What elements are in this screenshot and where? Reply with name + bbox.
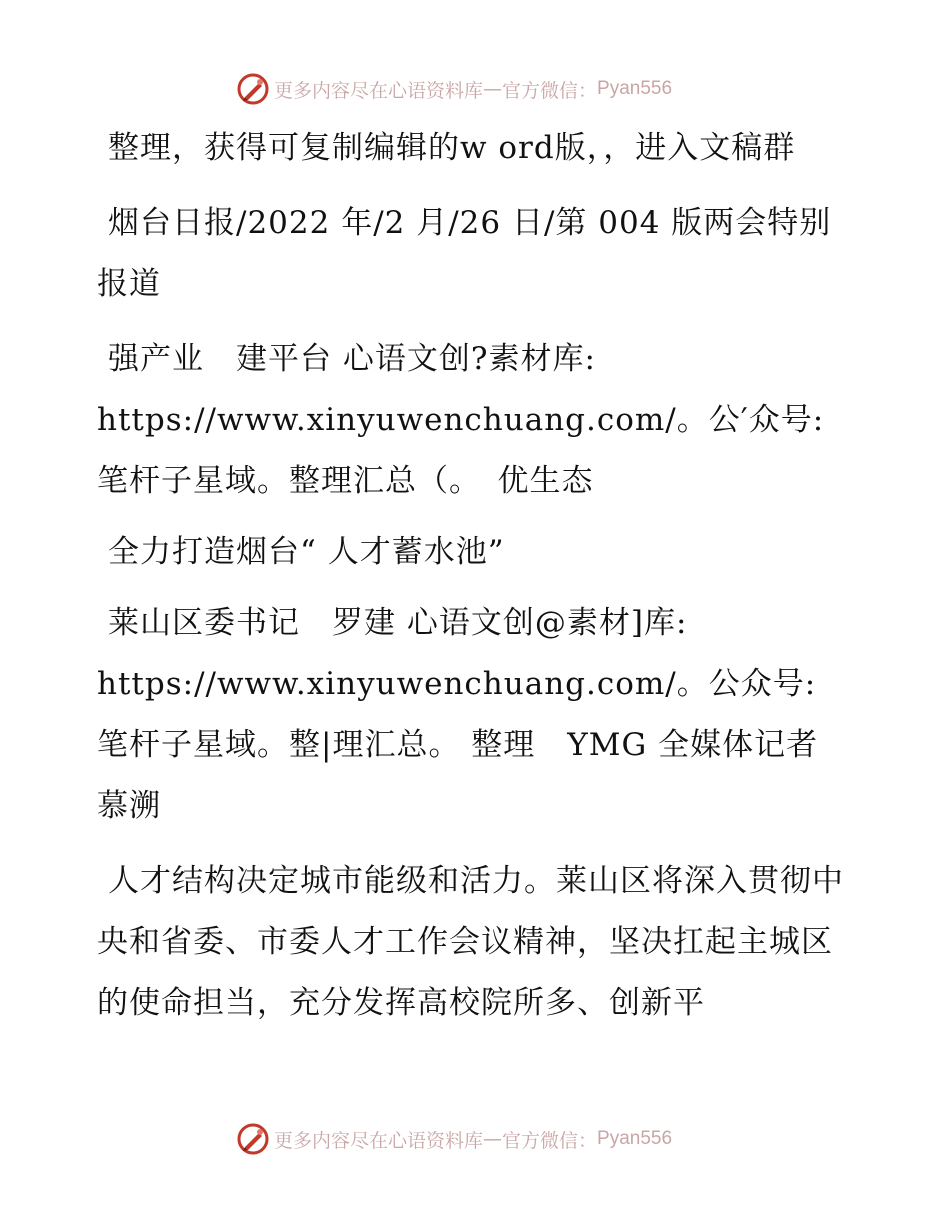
- document-body: [97, 118, 857, 1048]
- pen-logo-icon: [236, 1122, 270, 1156]
- footer-watermark-banner: [236, 1122, 716, 1156]
- banner-wechat-label: 官方微信：: [502, 79, 598, 102]
- paragraph-intro: 整理，获得可复制编辑的w ord版，，进入文稿群: [108, 130, 796, 166]
- banner-wechat-id: Pyan556: [597, 78, 673, 99]
- banner-dash: —: [483, 78, 503, 100]
- paragraph-body: 人才结构决定城市能级和活力。莱山区将深入贯彻中央和省委、市委人才工作会议精神，坚决扛起主城区的使命担当，充分发挥高校院所多、创新平: [97, 863, 844, 1021]
- paragraph-byline: 莱山区委书记 罗建 心语文创@素材]库: https://www.xinyuwenchuang.com/。公众号: 笔杆子星域。整|理汇总。 整理 YMG 全媒体记者 慕溯: [97, 605, 851, 824]
- banner-wechat-id: Pyan556: [597, 1128, 673, 1149]
- banner-wechat-label: 官方微信：: [502, 1129, 598, 1152]
- banner-dash: —: [483, 1128, 503, 1150]
- paragraph-headline-intro: 强产业 建平台 心语文创?素材库: https://www.xinyuwenchuang.com/。公′众号: 笔杆子星域。整理汇总（。 优生态: [97, 341, 825, 499]
- paragraph-source-line: 烟台日报/2022 年/2 月/26 日/第 004 版两会特别报道: [97, 205, 832, 302]
- pen-logo-icon: [236, 72, 270, 106]
- header-watermark-banner: [236, 72, 716, 106]
- banner-brand-text: 更多内容尽在心语资料库: [274, 79, 484, 102]
- paragraph-headline-main: 全力打造烟台“ 人才蓄水池”: [108, 534, 505, 570]
- banner-brand-text: 更多内容尽在心语资料库: [274, 1129, 484, 1152]
